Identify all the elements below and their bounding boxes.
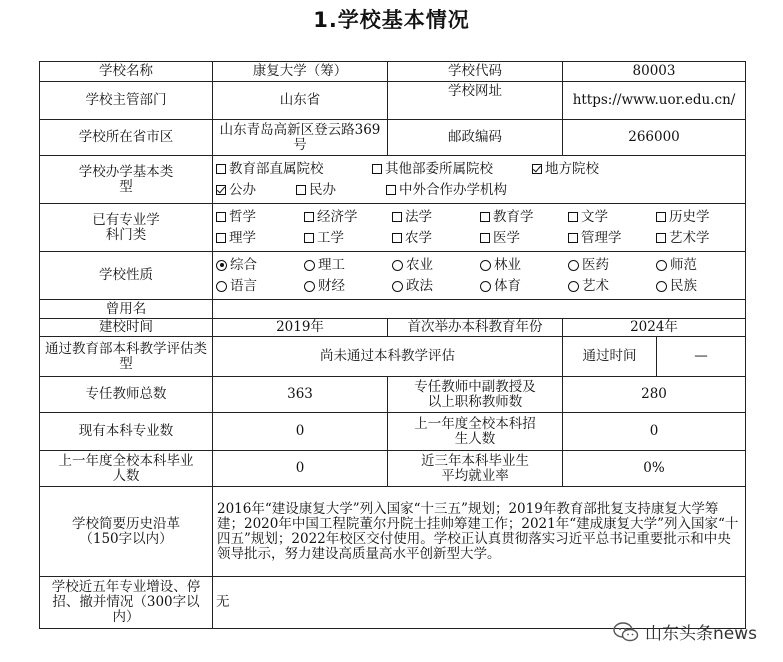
nature-label: 学校性质 [40, 252, 213, 300]
discipline-option-label: 理学 [229, 229, 256, 246]
nature-option[interactable] [568, 276, 656, 297]
checkbox[interactable] [568, 233, 578, 243]
pass-time-label: 通过时间 [563, 337, 657, 377]
website-value[interactable]: https://www.uor.edu.cn/ [563, 82, 746, 120]
postcode-label: 邮政编码 [388, 120, 563, 156]
disciplines-label: 已有专业学科门类 [40, 204, 213, 252]
discipline-option[interactable] [568, 228, 656, 249]
enrollment-label: 上一年度全校本科招生人数 [388, 413, 563, 451]
employment-value: 0% [563, 451, 746, 487]
discipline-options [213, 204, 746, 252]
changes-label: 学校近五年专业增设、停招、撤并情况（300字以内） [40, 577, 213, 629]
nature-option[interactable] [392, 276, 480, 297]
graduates-value: 0 [213, 451, 388, 487]
school-info-table [39, 61, 746, 629]
school-type-option[interactable] [216, 159, 372, 180]
nature-option[interactable] [480, 276, 568, 297]
wechat-icon [613, 622, 639, 642]
discipline-option[interactable] [304, 228, 392, 249]
radio-button[interactable] [304, 260, 315, 271]
radio-button[interactable] [480, 260, 491, 271]
ownership-type-option-label: 民办 [309, 181, 336, 198]
authority-value: 山东省 [213, 82, 388, 120]
checkbox[interactable] [480, 233, 490, 243]
school-type-option-label: 教育部直属院校 [229, 160, 324, 177]
nature-option[interactable] [304, 276, 392, 297]
nature-option-label: 师范 [670, 256, 697, 273]
discipline-option[interactable] [656, 207, 726, 228]
nature-option-label: 医药 [582, 256, 609, 273]
discipline-option[interactable] [304, 207, 392, 228]
history-label: 学校简要历史沿革（150字以内） [40, 487, 213, 577]
discipline-option-label: 医学 [493, 229, 520, 246]
founded-label: 建校时间 [40, 319, 213, 337]
nature-option-label: 综合 [230, 256, 257, 273]
postcode-value: 266000 [563, 120, 746, 156]
discipline-option[interactable] [216, 228, 304, 249]
nature-option[interactable] [392, 255, 480, 276]
senior-teachers-label: 专任教师中副教授及以上职称教师数 [388, 377, 563, 413]
discipline-option-label: 哲学 [229, 208, 256, 225]
school-name-label: 学校名称 [40, 62, 213, 82]
former-name-value [213, 300, 746, 319]
discipline-option[interactable] [392, 228, 480, 249]
founded-value: 2019年 [213, 319, 388, 337]
history-value: 2016年“建设康复大学”列入国家“十三五”规划；2019年教育部批复支持康复大学筹建；2020年中国工程院董尔丹院士挂帅筹建工作；2021年“建成康复大学”列入国家“十四五”规划；2022年校区交付使用。学校正认真贯彻落实习近平总书记重要批示和中央领导批示，努力建设高质量高水平创新型大学。 [213, 487, 746, 577]
discipline-option-label: 经济学 [317, 208, 358, 225]
nature-option-label: 民族 [670, 277, 697, 294]
watermark [613, 619, 757, 644]
enrollment-value: 0 [563, 413, 746, 451]
page-title: 1.学校基本情况 [313, 8, 470, 32]
school-type-option[interactable] [532, 159, 599, 180]
ownership-type-option-label: 公办 [229, 181, 256, 198]
nature-option[interactable] [568, 255, 656, 276]
nature-option[interactable] [480, 255, 568, 276]
employment-label: 近三年本科毕业生平均就业率 [388, 451, 563, 487]
checkbox[interactable] [532, 164, 542, 174]
discipline-option-label: 工学 [317, 229, 344, 246]
senior-teachers-value: 280 [563, 377, 746, 413]
checkbox[interactable] [568, 212, 578, 222]
nature-option[interactable] [216, 255, 304, 276]
checkbox[interactable] [386, 185, 396, 195]
checkbox[interactable] [480, 212, 490, 222]
nature-option-label: 理工 [318, 256, 345, 273]
evaluation-value: 尚未通过本科教学评估 [213, 337, 563, 377]
nature-options [213, 252, 746, 300]
evaluation-label: 通过教育部本科教学评估类型 [40, 337, 213, 377]
checkbox[interactable] [216, 185, 226, 195]
discipline-option-label: 教育学 [493, 208, 534, 225]
discipline-option[interactable] [656, 228, 726, 249]
radio-button[interactable] [392, 281, 403, 292]
radio-button[interactable] [216, 260, 227, 271]
nature-option-label: 体育 [494, 277, 521, 294]
school-name-value: 康复大学（筹） [213, 62, 388, 82]
checkbox[interactable] [656, 212, 666, 222]
school-type-option-label: 地方院校 [545, 160, 599, 177]
teachers-value: 363 [213, 377, 388, 413]
ownership-type-option-label: 中外合作办学机构 [399, 181, 507, 198]
location-label: 学校所在省市区 [40, 120, 213, 156]
authority-label: 学校主管部门 [40, 82, 213, 120]
school-code-label: 学校代码 [388, 62, 563, 82]
radio-button[interactable] [392, 260, 403, 271]
checkbox[interactable] [296, 185, 306, 195]
radio-button[interactable] [568, 281, 579, 292]
former-name-label: 曾用名 [40, 300, 213, 319]
nature-option[interactable] [304, 255, 392, 276]
discipline-option-label: 文学 [581, 208, 608, 225]
type-label: 学校办学基本类型 [40, 156, 213, 204]
checkbox[interactable] [392, 212, 402, 222]
discipline-option[interactable] [216, 207, 304, 228]
pass-time-value: — [657, 337, 746, 377]
teachers-label: 专任教师总数 [40, 377, 213, 413]
discipline-option-label: 管理学 [581, 229, 622, 246]
discipline-option-label: 历史学 [669, 208, 710, 225]
watermark-text: 山东头条news [645, 624, 757, 644]
school-type-option-label: 其他部委所属院校 [385, 160, 493, 177]
checkbox[interactable] [216, 164, 226, 174]
radio-button[interactable] [216, 281, 227, 292]
nature-option-label: 语言 [230, 277, 257, 294]
nature-option-label: 艺术 [582, 277, 609, 294]
nature-option-label: 林业 [494, 256, 521, 273]
discipline-option-label: 法学 [405, 208, 432, 225]
graduates-label: 上一年度全校本科毕业人数 [40, 451, 213, 487]
discipline-option-label: 艺术学 [669, 229, 710, 246]
radio-button[interactable] [480, 281, 491, 292]
school-type-option[interactable] [372, 159, 532, 180]
checkbox[interactable] [216, 233, 226, 243]
nature-option-label: 农业 [406, 256, 433, 273]
checkbox[interactable] [392, 233, 402, 243]
radio-button[interactable] [568, 260, 579, 271]
ownership-type-option[interactable] [216, 180, 296, 201]
discipline-option[interactable] [480, 207, 568, 228]
checkbox[interactable] [304, 212, 314, 222]
checkbox[interactable] [216, 212, 226, 222]
checkbox[interactable] [372, 164, 382, 174]
checkbox[interactable] [304, 233, 314, 243]
discipline-option[interactable] [392, 207, 480, 228]
nature-option-label: 财经 [318, 277, 345, 294]
radio-button[interactable] [304, 281, 315, 292]
discipline-option[interactable] [480, 228, 568, 249]
type-options [213, 156, 746, 204]
discipline-option[interactable] [568, 207, 656, 228]
nature-option[interactable] [656, 255, 716, 276]
ownership-type-option[interactable] [296, 180, 386, 201]
nature-option[interactable] [216, 276, 304, 297]
checkbox[interactable] [656, 233, 666, 243]
first-enroll-label: 首次举办本科教育年份 [388, 319, 563, 337]
radio-button[interactable] [656, 281, 667, 292]
discipline-option-label: 农学 [405, 229, 432, 246]
website-label: 学校网址 [388, 82, 563, 120]
changes-value: 无 [213, 577, 746, 629]
majors-label: 现有本科专业数 [40, 413, 213, 451]
radio-button[interactable] [656, 260, 667, 271]
nature-option[interactable] [656, 276, 716, 297]
first-enroll-value: 2024年 [563, 319, 746, 337]
nature-option-label: 政法 [406, 277, 433, 294]
school-code-value: 80003 [563, 62, 746, 82]
ownership-type-option[interactable] [386, 180, 507, 201]
location-value: 山东青岛高新区登云路369号 [213, 120, 388, 156]
majors-value: 0 [213, 413, 388, 451]
